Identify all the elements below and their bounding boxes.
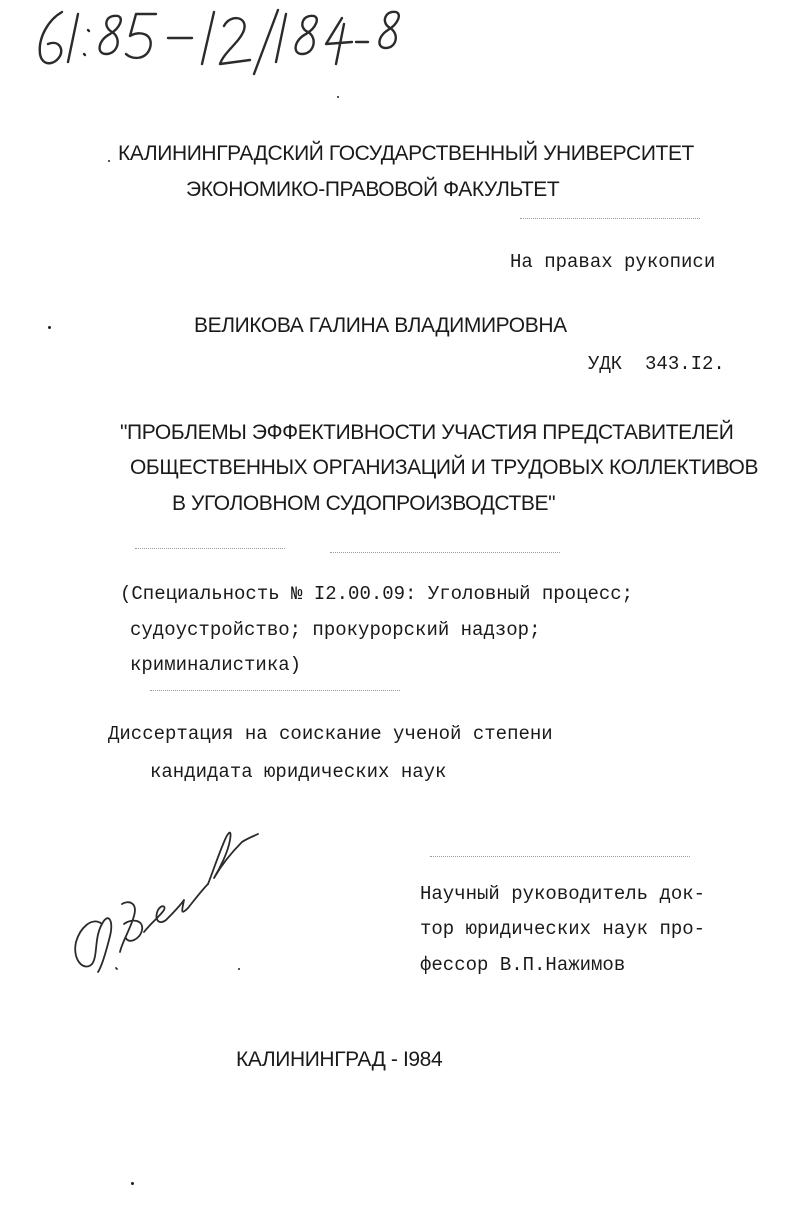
specialty-line-3: криминалистика)	[130, 654, 302, 676]
scan-noise	[430, 856, 690, 859]
author-signature	[62, 820, 272, 980]
scan-speck	[337, 96, 339, 98]
specialty-line-2: судоустройство; прокурорский надзор;	[130, 619, 541, 641]
archive-code-handwriting	[28, 2, 408, 80]
specialty-line-1: (Специальность № I2.00.09: Уголовный процесс;	[120, 583, 634, 605]
scan-speck	[48, 326, 51, 329]
scan-speck	[131, 1182, 134, 1185]
dissertation-title-line-1: "ПРОБЛЕМЫ ЭФФЕКТИВНОСТИ УЧАСТИЯ ПРЕДСТАВИТЕЛЕЙ	[120, 421, 734, 444]
university-name: КАЛИНИНГРАДСКИЙ ГОСУДАРСТВЕННЫЙ УНИВЕРСИТЕТ	[118, 142, 694, 165]
scan-noise	[135, 548, 285, 551]
supervisor-line-2: тор юридических наук про-	[420, 918, 706, 940]
degree-line-2: кандидата юридических наук	[150, 761, 447, 783]
supervisor-line-3: фессор В.П.Нажимов	[420, 954, 626, 976]
author-name: ВЕЛИКОВА ГАЛИНА ВЛАДИМИРОВНА	[194, 314, 567, 337]
scan-noise	[150, 690, 400, 693]
faculty-name: ЭКОНОМИКО-ПРАВОВОЙ ФАКУЛЬТЕТ	[186, 178, 560, 201]
degree-line-1: Диссертация на соискание ученой степени	[108, 723, 553, 745]
dissertation-title-line-2: ОБЩЕСТВЕННЫХ ОРГАНИЗАЦИЙ И ТРУДОВЫХ КОЛЛЕКТИВОВ	[130, 456, 759, 479]
udc-code: УДК 343.I2.	[588, 353, 725, 375]
manuscript-rights-note: На правах рукописи	[510, 251, 716, 273]
city-and-year: КАЛИНИНГРАД - I984	[236, 1048, 443, 1071]
supervisor-line-1: Научный руководитель док-	[420, 883, 706, 905]
dissertation-title-line-3: В УГОЛОВНОМ СУДОПРОИЗВОДСТВЕ"	[172, 492, 556, 515]
scan-speck	[108, 160, 110, 162]
scan-noise	[520, 218, 700, 221]
scan-noise	[330, 552, 560, 555]
